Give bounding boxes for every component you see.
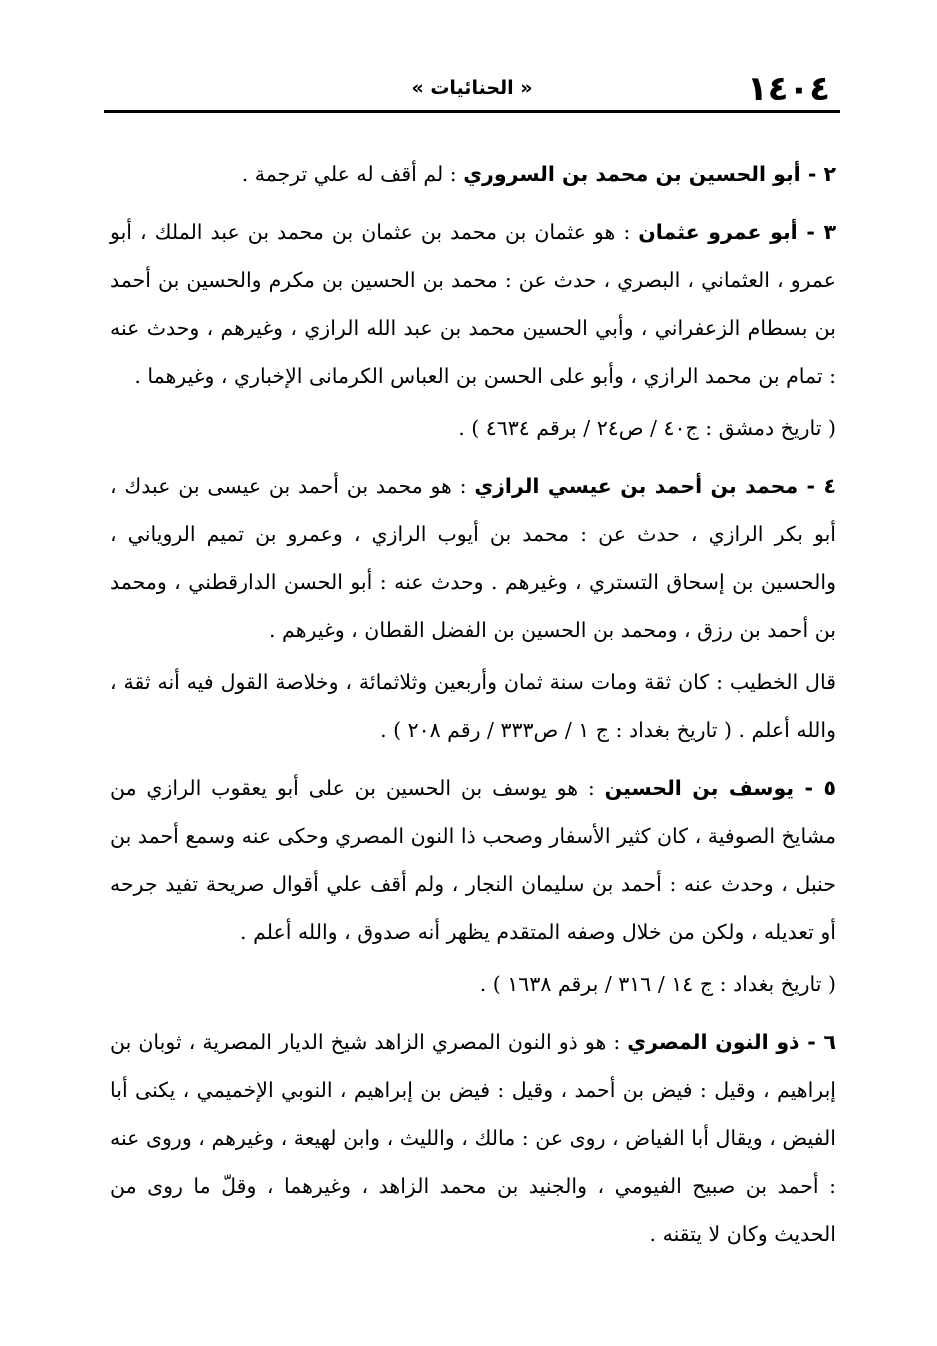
entry-text: [110, 462, 836, 654]
entry-name: أبو عمرو عثمان: [638, 220, 798, 244]
entry-2: [110, 150, 836, 198]
entry-text: [110, 1018, 836, 1258]
entry-body: : لم أقف له علي ترجمة .: [241, 162, 464, 186]
entry-number: ٤ -: [798, 474, 836, 498]
entry-name: يوسف بن الحسين: [604, 776, 795, 800]
entry-name: أبو الحسين بن محمد بن السروري: [463, 162, 801, 186]
entry-body: : هو ذو النون المصري الزاهد شيخ الديار المصرية ، ثوبان بن إبراهيم ، وقيل : فيض بن أحمد ، وقيل : فيض بن إبراهيم ، النوبي الإخميمي ، يكنى أبا الفيض ، ويقال أبا الفياض ، روى عن : مالك ، والليث ، وابن لهيعة ، وغيرهم ، وروى عنه : أحمد بن صبيح الفيومي ، والجنيد بن محمد الزاهد ، وغيرهما ، وقلّ ما روى من الحديث وكان لا يتقنه .: [110, 1030, 836, 1246]
entry-source: قال الخطيب : كان ثقة ومات سنة ثمان وأربعين وثلاثمائة ، وخلاصة القول فيه أنه ثقة ، والله أعلم . ( تاريخ بغداد : ج ١ / ص٣٣٣ / رقم ٢٠٨ ) .: [110, 670, 836, 742]
page-header: [104, 68, 840, 110]
entry-number: ٢ -: [800, 162, 836, 186]
entry-number: ٥ -: [794, 776, 836, 800]
entry-text: [110, 150, 836, 198]
entry-number: ٦ -: [799, 1030, 836, 1054]
entry-body: : هو يوسف بن الحسين بن على أبو يعقوب الرازي من مشايخ الصوفية ، كان كثير الأسفار وصحب ذا النون المصري وحكى عنه وسمع أحمد بن حنبل ، وحدث عنه : أحمد بن سليمان النجار ، ولم أقف علي أقوال صريحة تفيد جرحه أو تعديله ، ولكن من خلال وصفه المتقدم يظهر أنه صدوق ، والله أعلم .: [110, 776, 836, 944]
entry-body: : هو عثمان بن محمد بن عثمان بن محمد بن عبد الملك ، أبو عمرو ، العثماني ، البصري ، حدث عن : محمد بن الحسين بن مكرم والحسين بن أحمد بن بسطام الزعفراني ، وأبي الحسين محمد بن عبد الله الرازي ، وغيرهم ، وحدث عنه : تمام بن محمد الرازي ، وأبو على الحسن بن العباس الكرمانى الإخباري ، وغيرهما .: [110, 220, 836, 388]
entry-source: ( تاريخ دمشق : ج٤٠ / ص٢٤ / برقم ٤٦٣٤ ) .: [458, 416, 836, 440]
entry-source: ( تاريخ بغداد : ج ١٤ / ٣١٦ / برقم ١٦٣٨ ) .: [479, 972, 836, 996]
entry-4: [110, 462, 836, 754]
running-title: « الحنائيات »: [411, 77, 533, 99]
page-number: ١٤٠٤: [746, 69, 830, 109]
entry-body: : هو محمد بن أحمد بن عيسى بن عبدك ، أبو بكر الرازي ، حدث عن : محمد بن أيوب الرازي ، وعمرو بن تميم الروياني ، والحسين بن إسحاق التستري ، وغيرهم . وحدث عنه : أبو الحسن الدارقطني ، ومحمد بن أحمد بن رزق ، ومحمد بن الحسين بن الفضل القطان ، وغيرهم .: [110, 474, 836, 642]
entry-text: [110, 208, 836, 400]
header-rule: [104, 110, 840, 113]
entry-3: [110, 208, 836, 452]
entry-6: [110, 1018, 836, 1258]
entry-name: ذو النون المصري: [627, 1030, 800, 1054]
entry-name: محمد بن أحمد بن عيسي الرازي: [474, 474, 799, 498]
entry-5: [110, 764, 836, 1008]
entry-text: [110, 764, 836, 956]
page-body: [110, 150, 836, 1268]
entry-number: ٣ -: [797, 220, 836, 244]
